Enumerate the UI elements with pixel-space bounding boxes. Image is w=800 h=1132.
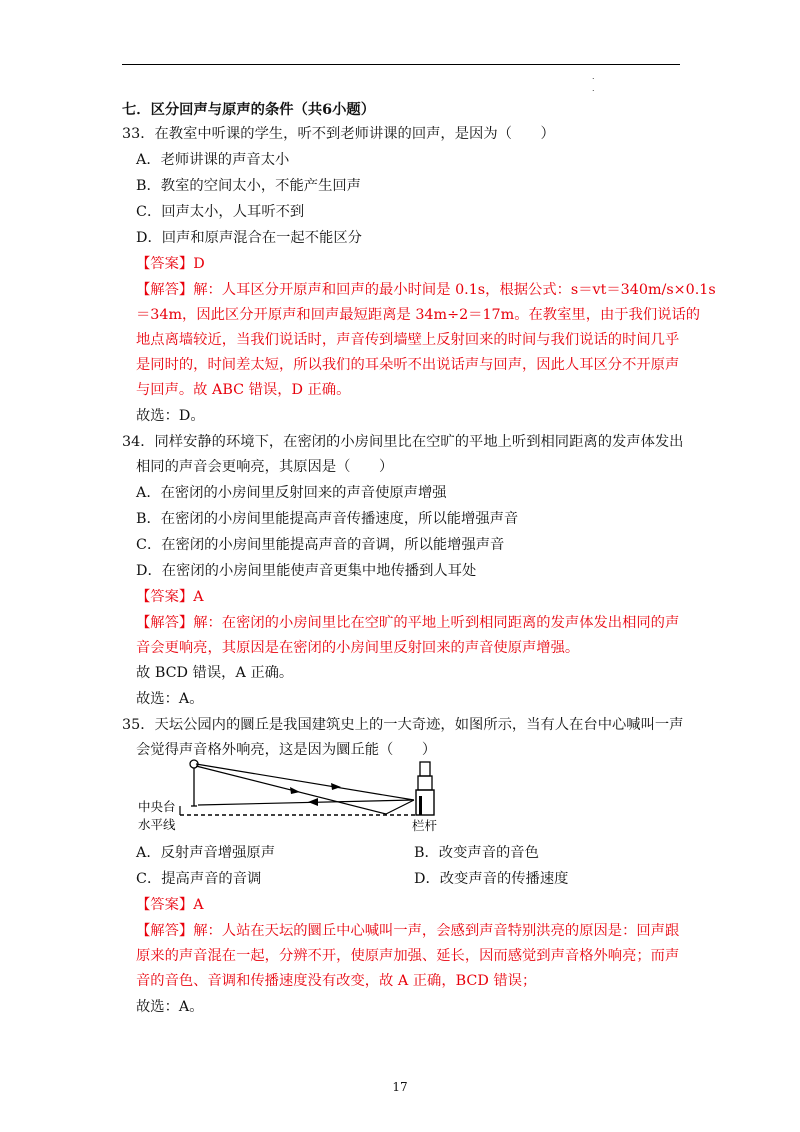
q33-analysis-line: 是同时的，时间差太短，所以我们的耳朵听不出说话声与回声，因此人耳区分不开原声 (136, 357, 680, 373)
q34-analysis-last: 故 BCD 错误，A 正确。 (136, 665, 294, 681)
sound-ray (196, 764, 414, 800)
q35-option-a: A．反射声音增强原声 (136, 845, 275, 861)
railing-mid (418, 776, 432, 790)
analysis-text: 解：在密闭的小房间里比在空旷的平地上听到相同距离的发声体发出相同的声 (193, 615, 680, 631)
analysis-text: 解：人耳区分开原声和回声的最小时间是 0.1s，根据公式：s＝vt＝340m/s×0.1s (193, 282, 716, 298)
q35-choose: 故选：A。 (136, 999, 204, 1015)
q34-analysis-line (136, 614, 679, 632)
echo-diagram (136, 758, 446, 832)
analysis-text: 解：人站在天坛的圜丘中心喊叫一声，会感到声音特别洪亮的原因是：回声跟 (193, 923, 680, 939)
arrow-head (308, 798, 318, 806)
label-railing: 栏杆 (412, 818, 438, 832)
q35-option-c: C．提高声音的音调 (136, 871, 262, 887)
header-marks: . . (592, 71, 595, 93)
page-number: 17 (392, 1080, 408, 1094)
q34-option-b: B．在密闭的小房间里能提高声音传播速度，所以能增强声音 (136, 511, 519, 527)
section-title: 七．区分回声与原声的条件（共6小题） (122, 102, 375, 118)
analysis-tag: 【解答】 (136, 923, 194, 939)
q33-option-a: A．老师讲课的声音太小 (136, 152, 290, 168)
label-center-platform: 中央台 (138, 799, 176, 814)
q35-analysis-line: 原来的声音混在一起，分辨不开，使原声加强、延长，因而感觉到声音格外响亮；而声 (136, 948, 680, 964)
header-rule (122, 64, 680, 65)
q34-option-c: C．在密闭的小房间里能提高声音的音调，所以能增强声音 (136, 537, 505, 553)
q34-answer (136, 588, 204, 606)
q33-option-c: C．回声太小，人耳听不到 (136, 204, 305, 220)
q35-analysis-line (136, 922, 679, 940)
sound-ray (386, 800, 414, 814)
q35-option-d: D．改变声音的传播速度 (414, 871, 569, 887)
label-horizontal-line: 水平线 (138, 817, 176, 832)
analysis-tag: 【解答】 (136, 615, 194, 631)
answer-value: A (193, 589, 204, 605)
answer-tag: 【答案】 (136, 589, 194, 605)
answer-tag: 【答案】 (136, 256, 194, 272)
analysis-tag: 【解答】 (136, 282, 194, 298)
q34-analysis-line: 音会更响亮，其原因是在密闭的小房间里反射回来的声音使原声增强。 (136, 640, 580, 656)
q33-option-b: B．教室的空间太小，不能产生回声 (136, 178, 361, 194)
q34-stem: 34．同样安静的环境下，在密闭的小房间里比在空旷的平地上听到相同距离的发声体发出 (122, 434, 684, 450)
q33-choose: 故选：D。 (136, 408, 205, 424)
q34-stem: 相同的声音会更响亮，其原因是（ ） (136, 459, 394, 475)
q33-analysis-line: ＝34m，因此区分开原声和回声最短距离是 34m÷2＝17m。在教室里，由于我们说话的 (136, 307, 701, 323)
q33-stem: 33．在教室中听课的学生，听不到老师讲课的回声，是因为（ ） (122, 126, 555, 142)
q33-answer (136, 255, 205, 273)
answer-tag: 【答案】 (136, 897, 194, 913)
q35-option-b: B．改变声音的音色 (414, 845, 539, 861)
reflected-ray (198, 800, 414, 805)
answer-value: A (193, 897, 204, 913)
arrow-head (331, 783, 341, 790)
arrow-head (290, 787, 300, 794)
q35-analysis-line: 音的音色、音调和传播速度没有改变，故 A 正确，BCD 错误； (136, 973, 537, 989)
q33-option-d: D．回声和原声混合在一起不能区分 (136, 230, 362, 246)
q34-option-a: A．在密闭的小房间里反射回来的声音使原声增强 (136, 485, 447, 501)
q33-analysis-line: 地点离墙较近，当我们说话时，声音传到墙壁上反射回来的时间与我们说话的时间几乎 (136, 332, 680, 348)
q35-answer (136, 896, 204, 914)
q34-choose: 故选：A。 (136, 691, 204, 707)
railing-top (420, 762, 430, 776)
q34-option-d: D．在密闭的小房间里能使声音更集中地传播到人耳处 (136, 563, 477, 579)
q33-analysis-line: 与回声。故 ABC 错误，D 正确。 (136, 382, 351, 398)
railing-base (416, 790, 434, 815)
answer-value: D (193, 256, 205, 272)
q33-analysis-line (136, 281, 716, 299)
q35-stem: 会觉得声音格外响亮，这是因为圜丘能（ ） (136, 742, 437, 758)
q35-stem: 35．天坛公园内的圜丘是我国建筑史上的一大奇迹，如图所示，当有人在台中心喊叫一声 (122, 717, 684, 733)
